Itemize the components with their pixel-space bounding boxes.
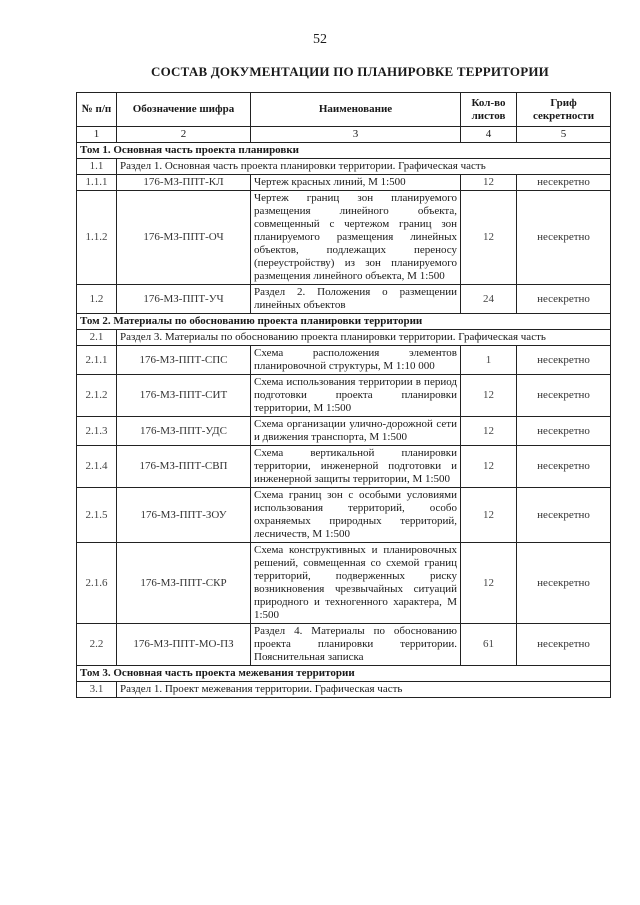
secrecy-status: несекретно bbox=[517, 191, 611, 285]
document-code: 176-МЗ-ППТ-МО-ПЗ bbox=[117, 624, 251, 666]
table-body bbox=[77, 143, 611, 698]
table-row bbox=[77, 624, 611, 666]
document-name: Раздел 2. Положения о размещении линейных объектов bbox=[251, 285, 461, 314]
column-index: 1 bbox=[77, 127, 117, 143]
sheet-count: 12 bbox=[461, 488, 517, 543]
document-code: 176-МЗ-ППТ-СПС bbox=[117, 346, 251, 375]
volume-row bbox=[77, 143, 611, 159]
sheet-count: 12 bbox=[461, 191, 517, 285]
secrecy-status: несекретно bbox=[517, 285, 611, 314]
row-number: 1.2 bbox=[77, 285, 117, 314]
table-row bbox=[77, 488, 611, 543]
document-name: Схема организации улично-дорожной сети и движения транспорта, М 1:500 bbox=[251, 417, 461, 446]
volume-row bbox=[77, 666, 611, 682]
row-number: 2.1.5 bbox=[77, 488, 117, 543]
document-code: 176-МЗ-ППТ-СВП bbox=[117, 446, 251, 488]
table-row bbox=[77, 446, 611, 488]
document-code: 176-МЗ-ППТ-ЗОУ bbox=[117, 488, 251, 543]
sheet-count: 12 bbox=[461, 446, 517, 488]
column-index: 5 bbox=[517, 127, 611, 143]
row-number: 1.1.1 bbox=[77, 175, 117, 191]
document-name: Схема расположения элементов планировочной структуры, М 1:10 000 bbox=[251, 346, 461, 375]
document-title: СОСТАВ ДОКУМЕНТАЦИИ ПО ПЛАНИРОВКЕ ТЕРРИТОРИИ bbox=[151, 64, 549, 79]
section-row bbox=[77, 159, 611, 175]
volume-title: Том 2. Материалы по обоснованию проекта планировки территории bbox=[77, 314, 611, 330]
document-code: 176-МЗ-ППТ-ОЧ bbox=[117, 191, 251, 285]
volume-row bbox=[77, 314, 611, 330]
section-title: Раздел 3. Материалы по обоснованию проекта планировки территории. Графическая часть bbox=[117, 330, 611, 346]
secrecy-status: несекретно bbox=[517, 346, 611, 375]
document-name: Схема конструктивных и планировочных решений, совмещенная со схемой границ территорий, подверженных риску возникновения чрезвычайных ситуаций природного и техногенного характера, М 1:500 bbox=[251, 543, 461, 624]
table-row bbox=[77, 543, 611, 624]
document-code: 176-МЗ-ППТ-СИТ bbox=[117, 375, 251, 417]
document-code: 176-МЗ-ППТ-УДС bbox=[117, 417, 251, 446]
column-index: 4 bbox=[461, 127, 517, 143]
table-row bbox=[77, 285, 611, 314]
sheet-count: 24 bbox=[461, 285, 517, 314]
column-index: 2 bbox=[117, 127, 251, 143]
sheet-count: 12 bbox=[461, 543, 517, 624]
row-number: 2.2 bbox=[77, 624, 117, 666]
page-number: 52 bbox=[313, 32, 327, 47]
table-row bbox=[77, 175, 611, 191]
volume-title: Том 1. Основная часть проекта планировки bbox=[77, 143, 611, 159]
document-code: 176-МЗ-ППТ-УЧ bbox=[117, 285, 251, 314]
table-row bbox=[77, 346, 611, 375]
volume-title: Том 3. Основная часть проекта межевания территории bbox=[77, 666, 611, 682]
header-secrecy: Гриф секретности bbox=[517, 93, 611, 127]
document-name: Чертеж красных линий, М 1:500 bbox=[251, 175, 461, 191]
row-number: 2.1.6 bbox=[77, 543, 117, 624]
row-number: 1.1.2 bbox=[77, 191, 117, 285]
document-code: 176-МЗ-ППТ-СКР bbox=[117, 543, 251, 624]
documentation-table bbox=[76, 92, 611, 698]
row-number: 1.1 bbox=[77, 159, 117, 175]
table-row bbox=[77, 417, 611, 446]
header-name: Наименование bbox=[251, 93, 461, 127]
secrecy-status: несекретно bbox=[517, 446, 611, 488]
secrecy-status: несекретно bbox=[517, 375, 611, 417]
header-num: № п/п bbox=[77, 93, 117, 127]
table-header-row bbox=[77, 93, 611, 127]
row-number: 2.1.2 bbox=[77, 375, 117, 417]
header-code: Обозначение шифра bbox=[117, 93, 251, 127]
document-name: Раздел 4. Материалы по обоснованию проекта планировки территории. Пояснительная записка bbox=[251, 624, 461, 666]
document-name: Схема использования территории в период подготовки проекта планировки территории, М 1:500 bbox=[251, 375, 461, 417]
section-row bbox=[77, 330, 611, 346]
secrecy-status: несекретно bbox=[517, 417, 611, 446]
section-row bbox=[77, 682, 611, 698]
secrecy-status: несекретно bbox=[517, 488, 611, 543]
sheet-count: 12 bbox=[461, 417, 517, 446]
row-number: 3.1 bbox=[77, 682, 117, 698]
document-name: Чертеж границ зон планируемого размещения линейного объекта, совмещенный с чертежом границ зон планируемого размещения линейных объектов, подлежащих переносу (переустройству) из зон планируемого размещения линейного объекта, М 1:500 bbox=[251, 191, 461, 285]
section-title: Раздел 1. Проект межевания территории. Графическая часть bbox=[117, 682, 611, 698]
column-index: 3 bbox=[251, 127, 461, 143]
table-row bbox=[77, 375, 611, 417]
secrecy-status: несекретно bbox=[517, 543, 611, 624]
table-row bbox=[77, 191, 611, 285]
row-number: 2.1.4 bbox=[77, 446, 117, 488]
secrecy-status: несекретно bbox=[517, 624, 611, 666]
section-title: Раздел 1. Основная часть проекта планировки территории. Графическая часть bbox=[117, 159, 611, 175]
document-code: 176-МЗ-ППТ-КЛ bbox=[117, 175, 251, 191]
row-number: 2.1 bbox=[77, 330, 117, 346]
row-number: 2.1.3 bbox=[77, 417, 117, 446]
document-name: Схема границ зон с особыми условиями использования территорий, особо охраняемых природных территорий, лесничеств, М 1:500 bbox=[251, 488, 461, 543]
column-index-row bbox=[77, 127, 611, 143]
sheet-count: 12 bbox=[461, 375, 517, 417]
row-number: 2.1.1 bbox=[77, 346, 117, 375]
header-sheets: Кол-во листов bbox=[461, 93, 517, 127]
sheet-count: 1 bbox=[461, 346, 517, 375]
document-name: Схема вертикальной планировки территории, инженерной подготовки и инженерной защиты территории, М 1:500 bbox=[251, 446, 461, 488]
sheet-count: 12 bbox=[461, 175, 517, 191]
secrecy-status: несекретно bbox=[517, 175, 611, 191]
sheet-count: 61 bbox=[461, 624, 517, 666]
